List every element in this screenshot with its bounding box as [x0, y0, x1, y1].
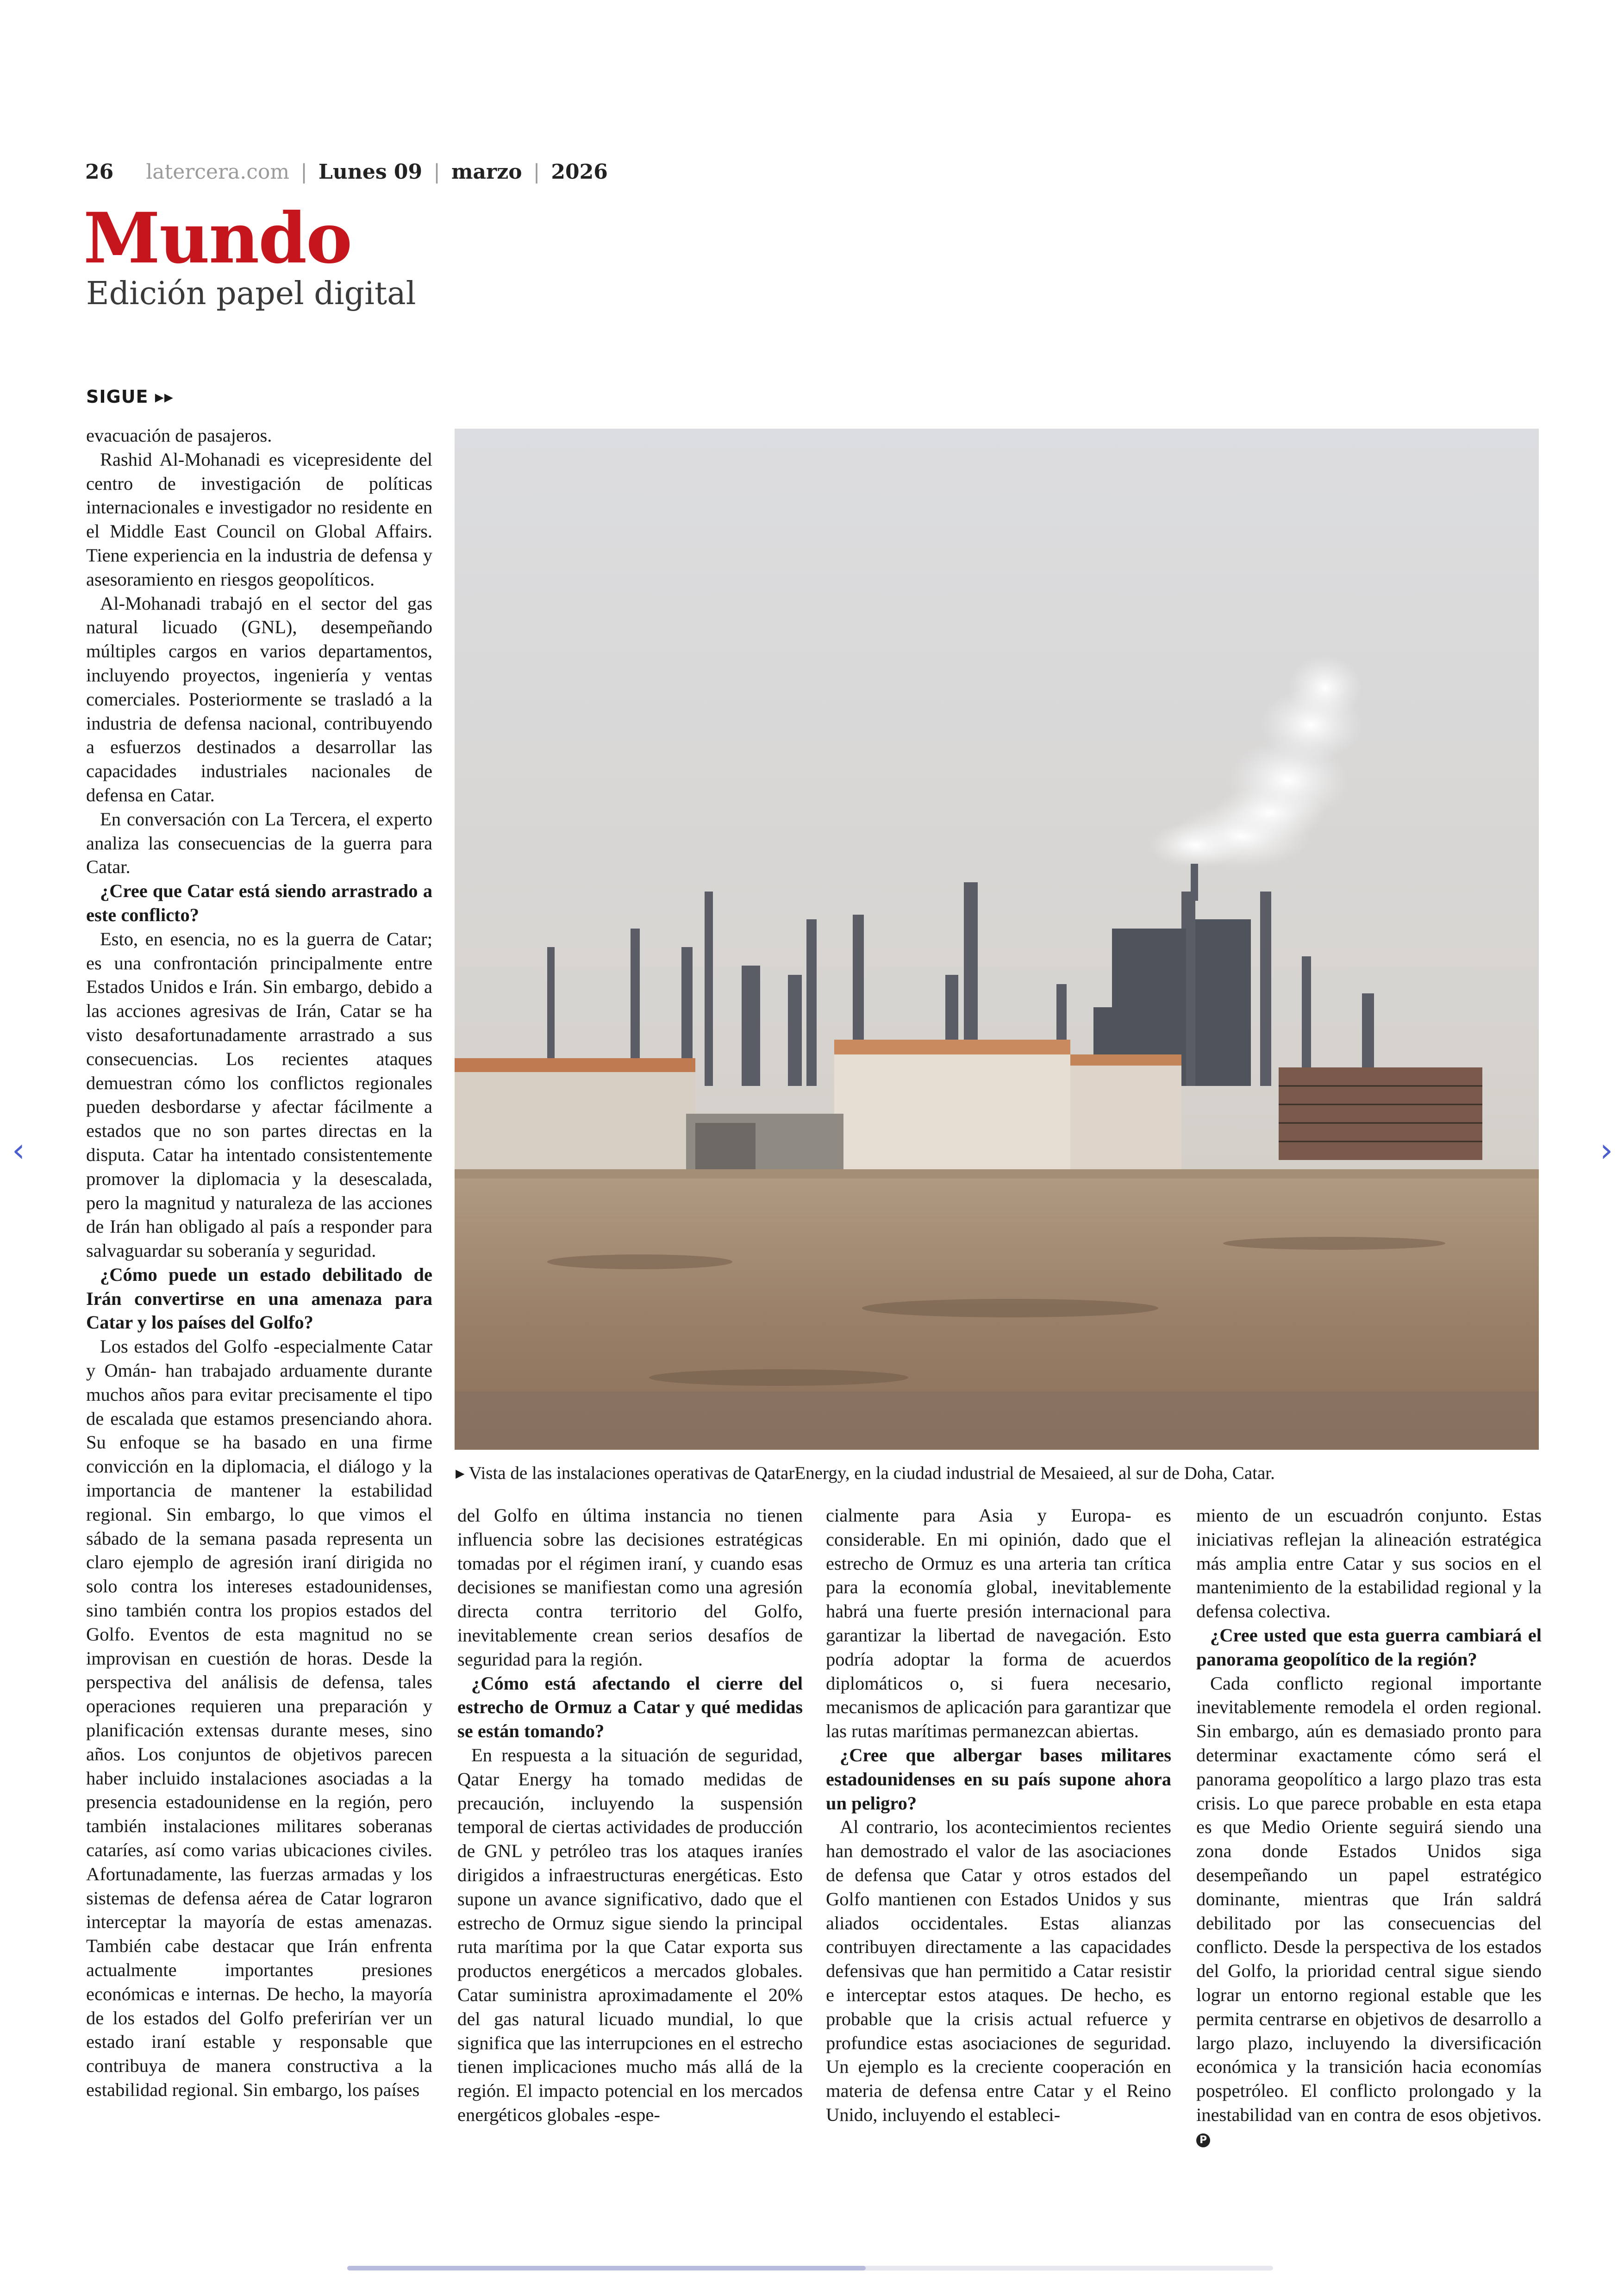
section-title: Mundo	[83, 198, 352, 279]
article-column-2	[457, 1503, 803, 2127]
date-year: 2026	[551, 160, 608, 184]
prev-page-button[interactable]: ‹	[12, 1131, 25, 1169]
article-paragraph: evacuación de pasajeros.	[86, 425, 272, 446]
article-paragraph: En conversación con La Tercera, el experto analiza las consecuencias de la guerra para Catar.	[86, 808, 432, 878]
article-paragraph: Al-Mohanadi trabajó en el sector del gas natural licuado (GNL), desempeñando múltiples cargos en varios departamentos, incluyendo proyectos, ingeniería y ventas comerciales. Posteriormente se trasladó a la industria de defensa nacional, contribuyendo a esfuerzos destinados a desarrollar las capacidades industriales nacionales de defensa en Catar.	[86, 592, 432, 805]
article-column-1	[86, 424, 432, 2102]
article-paragraph: En respuesta a la situación de seguridad, Qatar Energy ha tomado medidas de precaución, incluyendo la suspensión temporal de ciertas actividades de producción de GNL y petróleo tras los ataques iraníes dirigidos a infraestructuras energéticas. Esto supone un avance significativo, dado que el estrecho de Ormuz sigue siendo la principal ruta marítima por la que Catar exporta sus productos energéticos a mercados globales. Catar suministra aproximadamente el 20% del gas natural licuado mundial, lo que significa que las interrupciones en el estrecho tienen implicaciones mucho más allá de la región. El impacto potencial en los mercados energéticos globales -espe-	[457, 1744, 803, 2125]
interview-question: ¿Cómo está afectando el cierre del estrecho de Ormuz a Catar y qué medidas se están tomando?	[457, 1672, 803, 1742]
photo-caption: ▸ Vista de las instalaciones operativas de QatarEnergy, en la ciudad industrial de Mesaieed, al sur de Doha, Catar.	[456, 1463, 1275, 1483]
interview-question: ¿Cómo puede un estado debilitado de Irán convertirse en una amenaza para Catar y los países del Golfo?	[86, 1264, 432, 1333]
article-paragraph: del Golfo en última instancia no tienen influencia sobre las decisiones estratégicas tomadas por el régimen iraní, y cuando esas decisiones se manifiestan como una agresión directa contra territorio del Golfo, inevitablemente crean serios desafíos de seguridad para la región.	[457, 1505, 803, 1670]
article-column-4	[1196, 1503, 1542, 2151]
date-day: Lunes 09	[318, 160, 423, 184]
article-paragraph: Rashid Al-Mohanadi es vicepresidente del centro de investigación de políticas internacionales e investigador no residente en el Middle East Council on Global Affairs. Tiene experiencia en la industria de defensa y asesoramiento en riesgos geopolíticos.	[86, 449, 432, 590]
refinery-photo	[455, 429, 1539, 1450]
interview-question: ¿Cree usted que esta guerra cambiará el panorama geopolítico de la región?	[1196, 1624, 1542, 1670]
end-of-article-icon: P	[1196, 2133, 1210, 2147]
page-scrollbar-thumb[interactable]	[347, 2266, 866, 2270]
article-paragraph: miento de un escuadrón conjunto. Estas iniciativas reflejan la alineación estratégica más amplia entre Catar y sus socios en el mantenimiento de la estabilidad regional y la defensa colectiva.	[1196, 1505, 1542, 1622]
page-meta: 26 latercera.com | Lunes 09 | marzo | 2026	[85, 160, 608, 184]
interview-question: ¿Cree que Catar está siendo arrastrado a este conflicto?	[86, 880, 432, 925]
site-name: latercera.com	[146, 160, 290, 184]
next-page-button[interactable]: ›	[1600, 1131, 1613, 1169]
date-month: marzo	[451, 160, 522, 184]
interview-question: ¿Cree que albergar bases militares estadounidenses en su país supone ahora un peligro?	[826, 1744, 1171, 1814]
article-paragraph: Cada conflicto regional importante inevitablemente remodela el orden regional. Sin embargo, aún es demasiado pronto para determinar exactamente cómo será el panorama geopolítico a largo plazo tras esta crisis. Lo que parece probable en esta etapa es que Medio Oriente seguirá siendo una zona donde Estados Unidos siga desempeñando un papel estratégico dominante, mientras que Irán saldrá debilitado por las consecuencias del conflicto. Desde la perspectiva de los estados del Golfo, la prioridad central sigue siendo lograr un entorno regional estable que les permita centrarse en objetivos de desarrollo a largo plazo, incluyendo la diversificación económica y la transición hacia economías pospetróleo. El conflicto prolongado y la inestabilidad van en contra de esos objetivos.P	[1196, 1671, 1542, 2151]
article-paragraph: Esto, en esencia, no es la guerra de Catar; es una confrontación principalmente entre Estados Unidos e Irán. Sin embargo, debido a las acciones agresivas de Irán, Catar se ha visto desafortunadamente arrastrado a sus consecuencias. Los recientes ataques demuestran cómo los conflictos regionales pueden desbordarse y afectar fácilmente a estados que no son partes directas en la disputa. Catar ha intentado consistentemente promover la diplomacia y la desescalada, pero la magnitud y naturaleza de las acciones de Irán han obligado al país a responder para salvaguardar su soberanía y seguridad.	[86, 928, 432, 1261]
article-paragraph: Los estados del Golfo -especialmente Catar y Omán- han trabajado arduamente durante muchos años para evitar precisamente el tipo de escalada que estamos presenciando ahora. Su enfoque se ha basado en una firme convicción en la diplomacia, el diálogo y la importancia de mantener la estabilidad regional. Sin embargo, lo que vimos el sábado de la semana pasada representa un claro ejemplo de agresión iraní dirigida no solo contra los intereses estadounidenses, sino también contra los propios estados del Golfo. Eventos de esta magnitud no se improvisan en cuestión de horas. Desde la perspectiva del análisis de defensa, tales operaciones requieren una preparación y planificación extensas durante meses, sino años. Los conjuntos de objetivos parecen haber incluido instalaciones asociadas a la presencia estadounidense en la región, pero también instalaciones militares soberanas cataríes, así como varias ubicaciones civiles. Afortunadamente, las fuerzas armadas y los sistemas de defensa aérea de Catar lograron interceptar la mayoría de estas amenazas. También cabe destacar que Irán enfrenta actualmente importantes presiones económicas e internas. De hecho, la mayoría de los estados del Golfo preferirían ver un estado iraní estable y responsable que contribuya de manera constructiva a la estabilidad regional. Sin embargo, los países	[86, 1336, 432, 2100]
continues-label: SIGUE ▸▸	[86, 387, 174, 407]
page-number: 26	[85, 160, 114, 184]
article-column-3	[826, 1503, 1171, 2127]
article-paragraph: Al contrario, los acontecimientos recientes han demostrado el valor de las asociaciones de defensa que Catar y otros estados del Golfo mantienen con Estados Unidos y sus aliados occidentales. Estas alianzas contribuyen directamente a las capacidades defensivas que han permitido a Catar resistir e interceptar estos ataques. De hecho, es probable que la crisis actual refuerce y profundice estas asociaciones de seguridad. Un ejemplo es la creciente cooperación en materia de defensa entre Catar y el Reino Unido, incluyendo el estableci-	[826, 1816, 1171, 2125]
article-paragraph: cialmente para Asia y Europa- es considerable. En mi opinión, dado que el estrecho de Ormuz es una arteria tan crítica para la economía global, inevitablemente habrá una fuerte presión internacional para garantizar la libertad de navegación. Esto podría adoptar la forma de acuerdos diplomáticos o, si fuera necesario, mecanismos de aplicación para garantizar que las rutas marítimas permanezcan abiertas.	[826, 1505, 1171, 1742]
edition-label: Edición papel digital	[86, 275, 416, 312]
